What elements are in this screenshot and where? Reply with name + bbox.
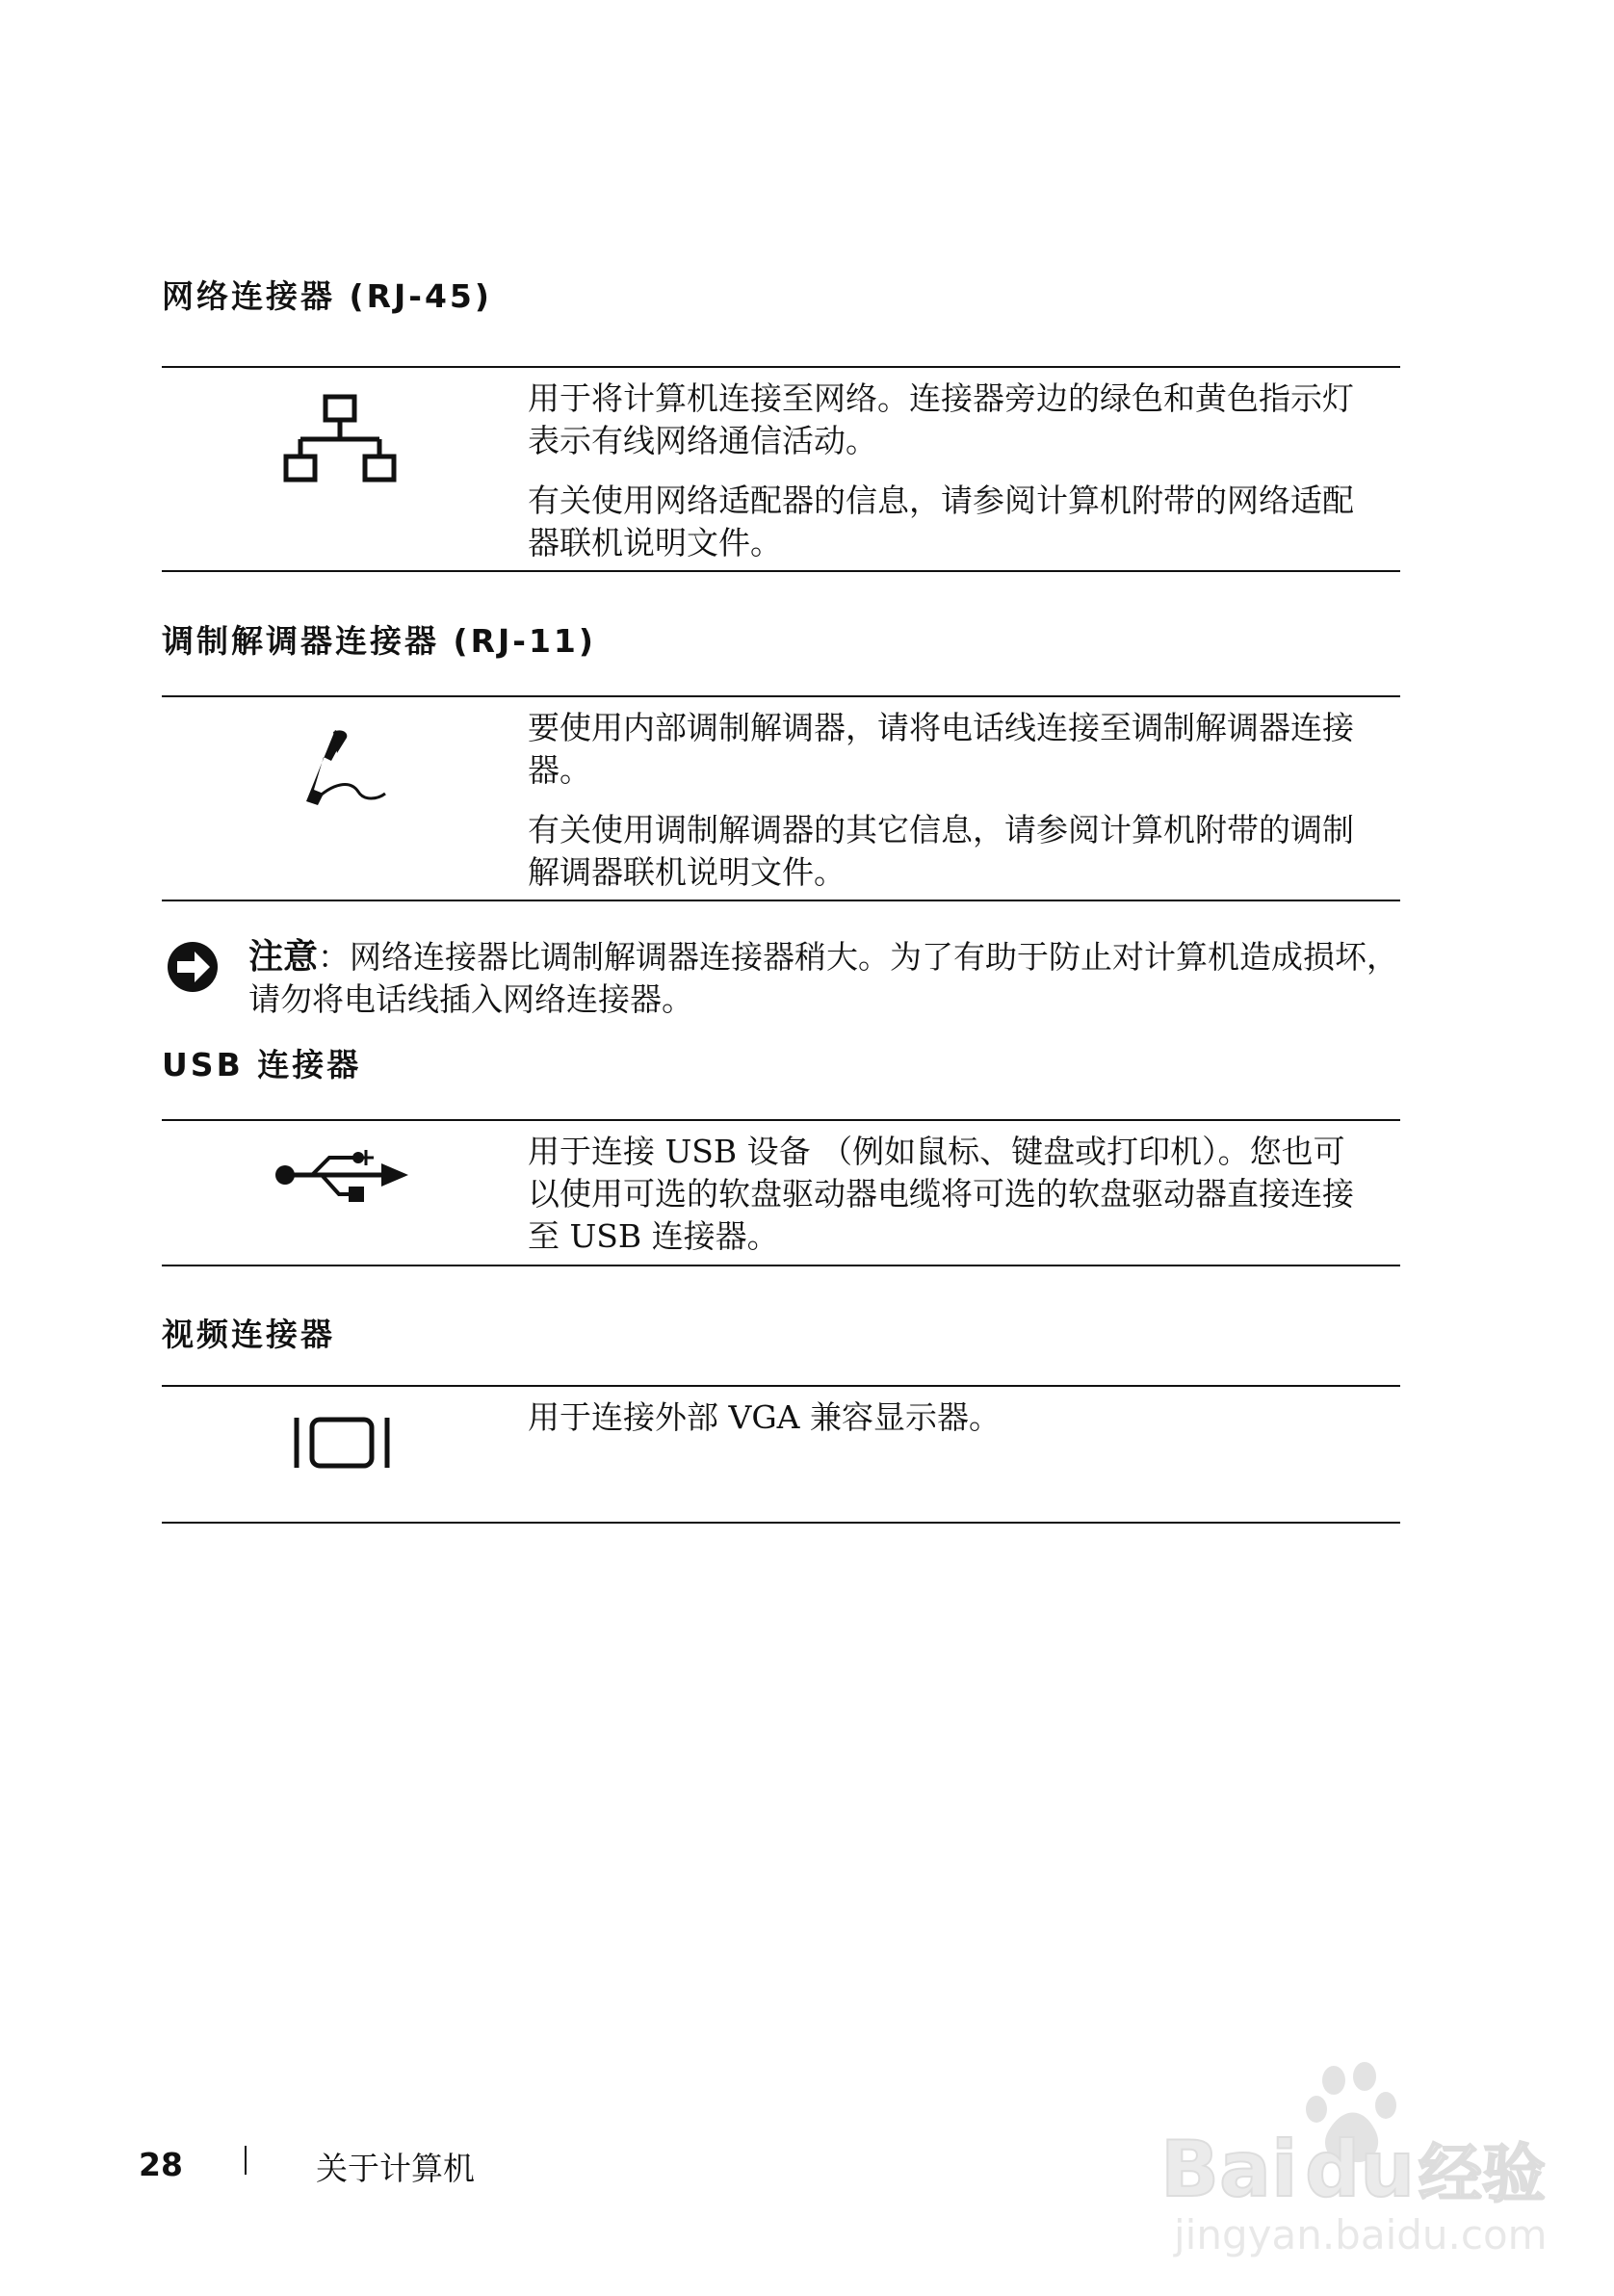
footer-separator: [245, 2146, 247, 2175]
table-bottom-rule: [162, 1265, 1400, 1266]
footer-section-title: 关于计算机: [316, 2150, 475, 2187]
section-description-usb: [528, 1131, 1375, 1258]
notice-separator: ：: [318, 938, 351, 976]
section-heading-usb: USB 连接器: [162, 1046, 362, 1083]
table-top-rule: [162, 1119, 1400, 1121]
table-bottom-rule: [162, 900, 1400, 901]
svg-text:Bai: Bai: [1160, 2125, 1298, 2214]
notice-body: 网络连接器比调制解调器连接器稍大。为了有助于防止对计算机造成损坏，请勿将电话线插入网络连接器。: [248, 938, 1399, 1018]
section-heading-network: 网络连接器 (RJ-45): [162, 277, 492, 315]
usb-icon: [273, 1144, 418, 1215]
table-top-rule: [162, 366, 1400, 368]
section-heading-modem: 调制解调器连接器 (RJ-11): [162, 622, 596, 660]
baidu-watermark-logo: [1151, 2051, 1555, 2263]
paragraph: 用于连接 USB 设备 （例如鼠标、键盘或打印机）。您也可以使用可选的软盘驱动器电缆将可选的软盘驱动器直接连接至 USB 连接器。: [528, 1133, 1354, 1255]
notice-text: [248, 936, 1404, 1021]
notice-label: 注意: [248, 937, 319, 977]
section-description-network: [528, 378, 1375, 564]
section-heading-video: 视频连接器: [162, 1316, 335, 1353]
paragraph: 用于连接外部 VGA 兼容显示器。: [528, 1398, 1002, 1436]
paragraph: 有关使用调制解调器的其它信息，请参阅计算机附带的调制解调器联机说明文件。: [528, 811, 1354, 891]
paragraph: 有关使用网络适配器的信息，请参阅计算机附带的网络适配器联机说明文件。: [528, 482, 1354, 561]
page-number: 28: [139, 2146, 183, 2183]
section-description-modem: [528, 707, 1375, 894]
table-top-rule: [162, 1385, 1400, 1387]
paragraph: 用于将计算机连接至网络。连接器旁边的绿色和黄色指示灯表示有线网络通信活动。: [528, 379, 1354, 459]
notice-icon: [166, 940, 220, 998]
section-description-video: [528, 1396, 1375, 1439]
table-top-rule: [162, 695, 1400, 697]
table-bottom-rule: [162, 1522, 1400, 1524]
paragraph: 要使用内部调制解调器，请将电话线连接至调制解调器连接器。: [528, 709, 1354, 789]
phone-icon: [295, 724, 391, 820]
table-bottom-rule: [162, 570, 1400, 572]
svg-text:经验: 经验: [1419, 2137, 1546, 2211]
svg-text:jingyan.baidu.com: jingyan.baidu.com: [1174, 2211, 1548, 2258]
svg-text:du: du: [1305, 2125, 1416, 2214]
network-icon: [279, 393, 404, 493]
vga-icon: [293, 1416, 393, 1474]
